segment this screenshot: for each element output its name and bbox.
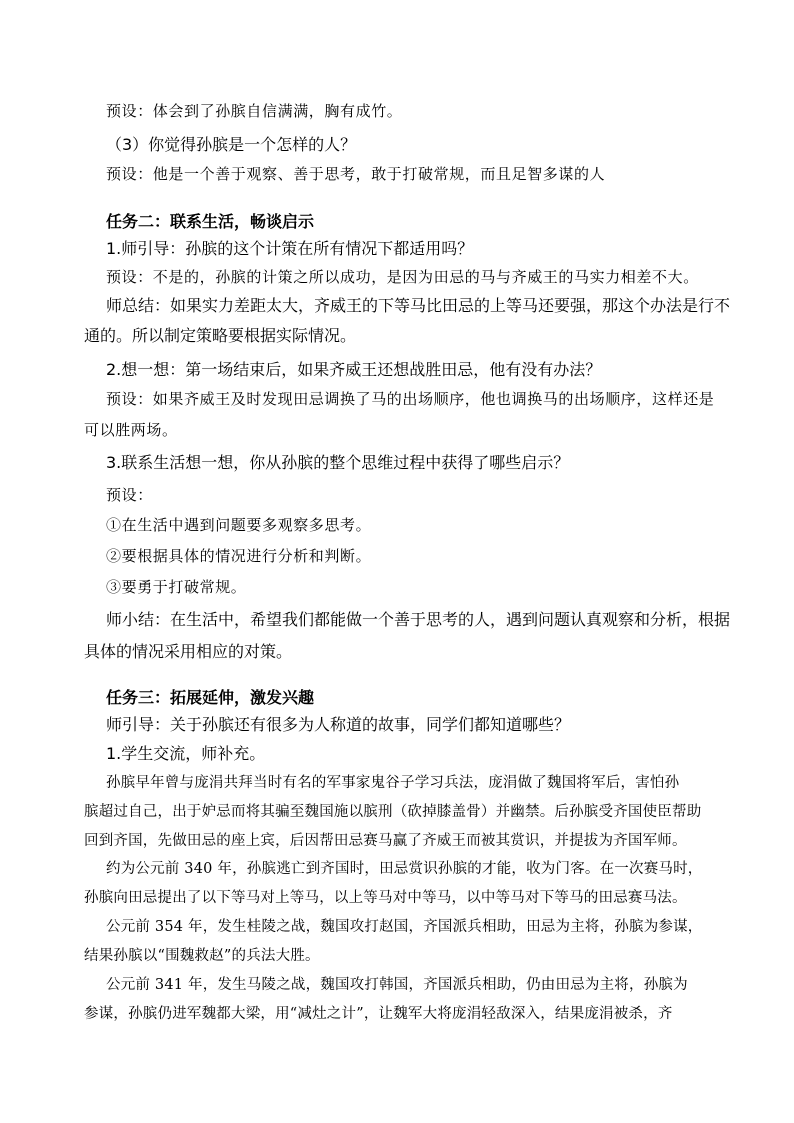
preset-paragraph-cont: 可以胜两场。 — [84, 421, 178, 439]
think-question-2: 2.想一想：第一场结束后，如果齐威王还想战胜田忌，他有没有办法？ — [106, 360, 602, 379]
teacher-summary-cont: 通的。所以制定策略要根据实际情况。 — [84, 326, 357, 345]
inspiration-item-2: ②要根据具体的情况进行分析和判断。 — [106, 547, 372, 565]
story-paragraph-cont: 膑超过自己，出于妒忌而将其骗至魏国施以膑刑（砍掉膝盖骨）并幽禁。后孙膑受齐国使臣帮助 — [84, 804, 702, 820]
inspiration-item-3: ③要勇于打破常规。 — [106, 578, 247, 596]
teacher-conclusion-cont: 具体的情况采用相应的对策。 — [84, 642, 293, 661]
teacher-summary: 师总结：如果实力差距太大，齐威王的下等马比田忌的上等马还要强，那这个办法是行不 — [106, 296, 731, 315]
teacher-conclusion: 师小结：在生活中，希望我们都能做一个善于思考的人，遇到问题认真观察和分析，根据 — [106, 610, 731, 629]
preset-paragraph: 预设：如果齐威王及时发现田忌调换了马的出场顺序，他也调换马的出场顺序，这样还是 — [106, 390, 715, 408]
teacher-guide: 师引导：关于孙膑还有很多为人称道的故事，同学们都知道哪些？ — [106, 715, 571, 734]
story-paragraph-cont: 孙膑向田忌提出了以下等马对上等马，以上等马对中等马，以中等马对下等马的田忌赛马法。 — [84, 890, 687, 906]
teacher-guide-1: 1.师引导：孙膑的这个计策在所有情况下都适用吗？ — [106, 239, 474, 258]
section-heading-task-3: 任务三：拓展延伸，激发兴趣 — [106, 688, 315, 707]
preset-paragraph: 预设：体会到了孙膑自信满满，胸有成竹。 — [106, 102, 403, 120]
preset-paragraph: 预设：不是的，孙膑的计策之所以成功，是因为田忌的马与齐威王的马实力相差不大。 — [106, 268, 699, 286]
section-heading-task-2: 任务二：联系生活，畅谈启示 — [106, 212, 315, 231]
story-paragraph: 孙膑早年曾与庞涓共拜当时有名的军事家鬼谷子学习兵法，庞涓做了魏国将军后，害怕孙 — [106, 775, 680, 791]
student-exchange: 1.学生交流，师补充。 — [106, 744, 266, 763]
story-paragraph: 公元前 341 年，发生马陵之战，魏国攻打韩国，齐国派兵相助，仍由田忌为主将，孙膑为 — [106, 977, 688, 993]
question-3: （3）你觉得孙膑是一个怎样的人？ — [106, 135, 357, 154]
preset-paragraph: 预设：他是一个善于观察、善于思考，敢于打破常规，而且足智多谋的人 — [106, 165, 606, 183]
story-paragraph: 约为公元前 340 年，孙膑逃亡到齐国时，田忌赏识孙膑的才能，收为门客。在一次赛马时， — [106, 861, 703, 877]
story-paragraph-cont: 参谋，孙膑仍进军魏都大梁，用“减灶之计”，让魏军大将庞涓轻敌深入，结果庞涓被杀，齐 — [84, 1006, 673, 1022]
story-paragraph: 公元前 354 年，发生桂陵之战，魏国攻打赵国，齐国派兵相助，田忌为主将，孙膑为参谋， — [106, 919, 703, 935]
story-paragraph-cont: 结果孙膑以“围魏救赵”的兵法大胜。 — [84, 948, 320, 964]
inspiration-item-1: ①在生活中遇到问题要多观察多思考。 — [106, 516, 372, 534]
preset-label: 预设： — [106, 486, 153, 504]
story-paragraph-cont: 回到齐国，先做田忌的座上宾，后因帮田忌赛马赢了齐威王而被其赏识，并提拔为齐国军师。 — [84, 833, 687, 849]
life-question-3: 3.联系生活想一想，你从孙膑的整个思维过程中获得了哪些启示？ — [106, 453, 570, 472]
